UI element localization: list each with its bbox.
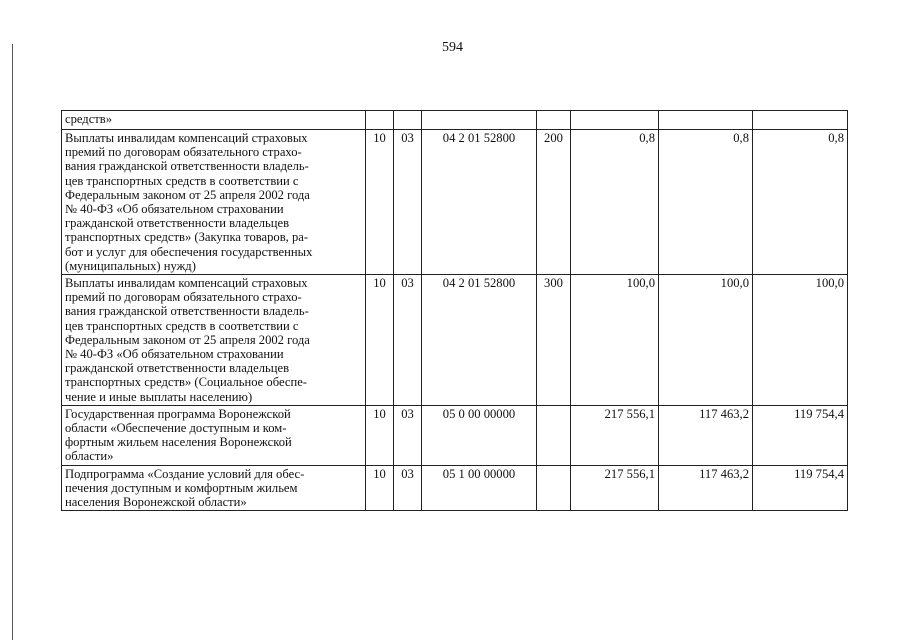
subsection-cell: 03: [394, 130, 422, 275]
expense-type-cell: [537, 465, 571, 511]
item-name-line: премий по договорам обязательного страхо-: [65, 145, 302, 160]
item-name-line: Федеральным законом от 25 апреля 2002 года: [65, 187, 310, 202]
item-name-line: печения доступным и комфортным жильем: [65, 480, 298, 495]
section-cell: 10: [366, 130, 394, 275]
item-name-line: № 40-ФЗ «Об обязательном страховании: [65, 202, 284, 217]
item-name-line: гражданской ответственности владельцев: [65, 361, 290, 376]
table-row: [62, 405, 848, 465]
item-name-line: фортным жильем населения Воронежской: [65, 435, 292, 450]
amount-year-3-cell: 0,8: [753, 130, 848, 275]
subsection-cell: [394, 111, 422, 130]
table-row: [62, 465, 848, 511]
expense-type-cell: [537, 405, 571, 465]
table-body: [62, 111, 848, 511]
amount-year-1-cell: [571, 111, 659, 130]
section-cell: 10: [366, 405, 394, 465]
item-name-line: вания гражданской ответственности владель-: [65, 159, 309, 174]
item-name-cell: [62, 465, 366, 511]
item-name-line: Подпрограмма «Создание условий для обес-: [65, 466, 305, 481]
item-name-line: области «Обеспечение доступным и ком-: [65, 421, 287, 436]
amount-year-1-cell: 0,8: [571, 130, 659, 275]
item-name-line: гражданской ответственности владельцев: [65, 216, 290, 231]
item-name-cell: [62, 275, 366, 406]
item-name-line: населения Воронежской области»: [65, 495, 247, 510]
amount-year-2-cell: 117 463,2: [659, 405, 753, 465]
budget-table: [61, 110, 848, 511]
amount-year-2-cell: [659, 111, 753, 130]
subsection-cell: 03: [394, 465, 422, 511]
amount-year-1-cell: 217 556,1: [571, 405, 659, 465]
subsection-cell: 03: [394, 405, 422, 465]
item-name-cell: [62, 130, 366, 275]
item-name-cell: [62, 405, 366, 465]
amount-year-2-cell: 0,8: [659, 130, 753, 275]
margin-line: [12, 44, 13, 640]
item-name-line: транспортных средств» (Социальное обеспе-: [65, 375, 307, 390]
target-article-cell: 05 1 00 00000: [422, 465, 537, 511]
target-article-cell: 04 2 01 52800: [422, 130, 537, 275]
item-name-line: транспортных средств» (Закупка товаров, ра-: [65, 230, 309, 245]
amount-year-3-cell: [753, 111, 848, 130]
item-name-line: премий по договорам обязательного страхо-: [65, 290, 302, 305]
amount-year-3-cell: 100,0: [753, 275, 848, 406]
amount-year-1-cell: 100,0: [571, 275, 659, 406]
item-name-line: № 40-ФЗ «Об обязательном страховании: [65, 347, 284, 362]
item-name-line: чение и иные выплаты населению): [65, 389, 253, 404]
item-name-line: бот и услуг для обеспечения государственных: [65, 244, 313, 259]
item-name-cell: [62, 111, 366, 130]
item-name-line: цев транспортных средств в соответствии с: [65, 318, 299, 333]
section-cell: 10: [366, 465, 394, 511]
table-row: [62, 275, 848, 406]
section-cell: 10: [366, 275, 394, 406]
item-name-line: области»: [65, 449, 114, 464]
item-name-line: Выплаты инвалидам компенсаций страховых: [65, 131, 308, 145]
target-article-cell: 05 0 00 00000: [422, 405, 537, 465]
expense-type-cell: 200: [537, 130, 571, 275]
item-name-line: (муниципальных) нужд): [65, 258, 196, 273]
item-name-line: цев транспортных средств в соответствии с: [65, 173, 299, 188]
expense-type-cell: [537, 111, 571, 130]
item-name-line: Федеральным законом от 25 апреля 2002 года: [65, 332, 310, 347]
table-row: [62, 130, 848, 275]
amount-year-3-cell: 119 754,4: [753, 405, 848, 465]
subsection-cell: 03: [394, 275, 422, 406]
section-cell: [366, 111, 394, 130]
amount-year-3-cell: 119 754,4: [753, 465, 848, 511]
page-number: 594: [442, 40, 463, 55]
item-name-line: средств»: [65, 112, 113, 126]
table-row: [62, 111, 848, 130]
amount-year-2-cell: 117 463,2: [659, 465, 753, 511]
target-article-cell: [422, 111, 537, 130]
item-name-line: вания гражданской ответственности владель-: [65, 304, 309, 319]
item-name-line: Государственная программа Воронежской: [65, 406, 291, 421]
amount-year-1-cell: 217 556,1: [571, 465, 659, 511]
amount-year-2-cell: 100,0: [659, 275, 753, 406]
target-article-cell: 04 2 01 52800: [422, 275, 537, 406]
item-name-line: Выплаты инвалидам компенсаций страховых: [65, 276, 308, 291]
expense-type-cell: 300: [537, 275, 571, 406]
